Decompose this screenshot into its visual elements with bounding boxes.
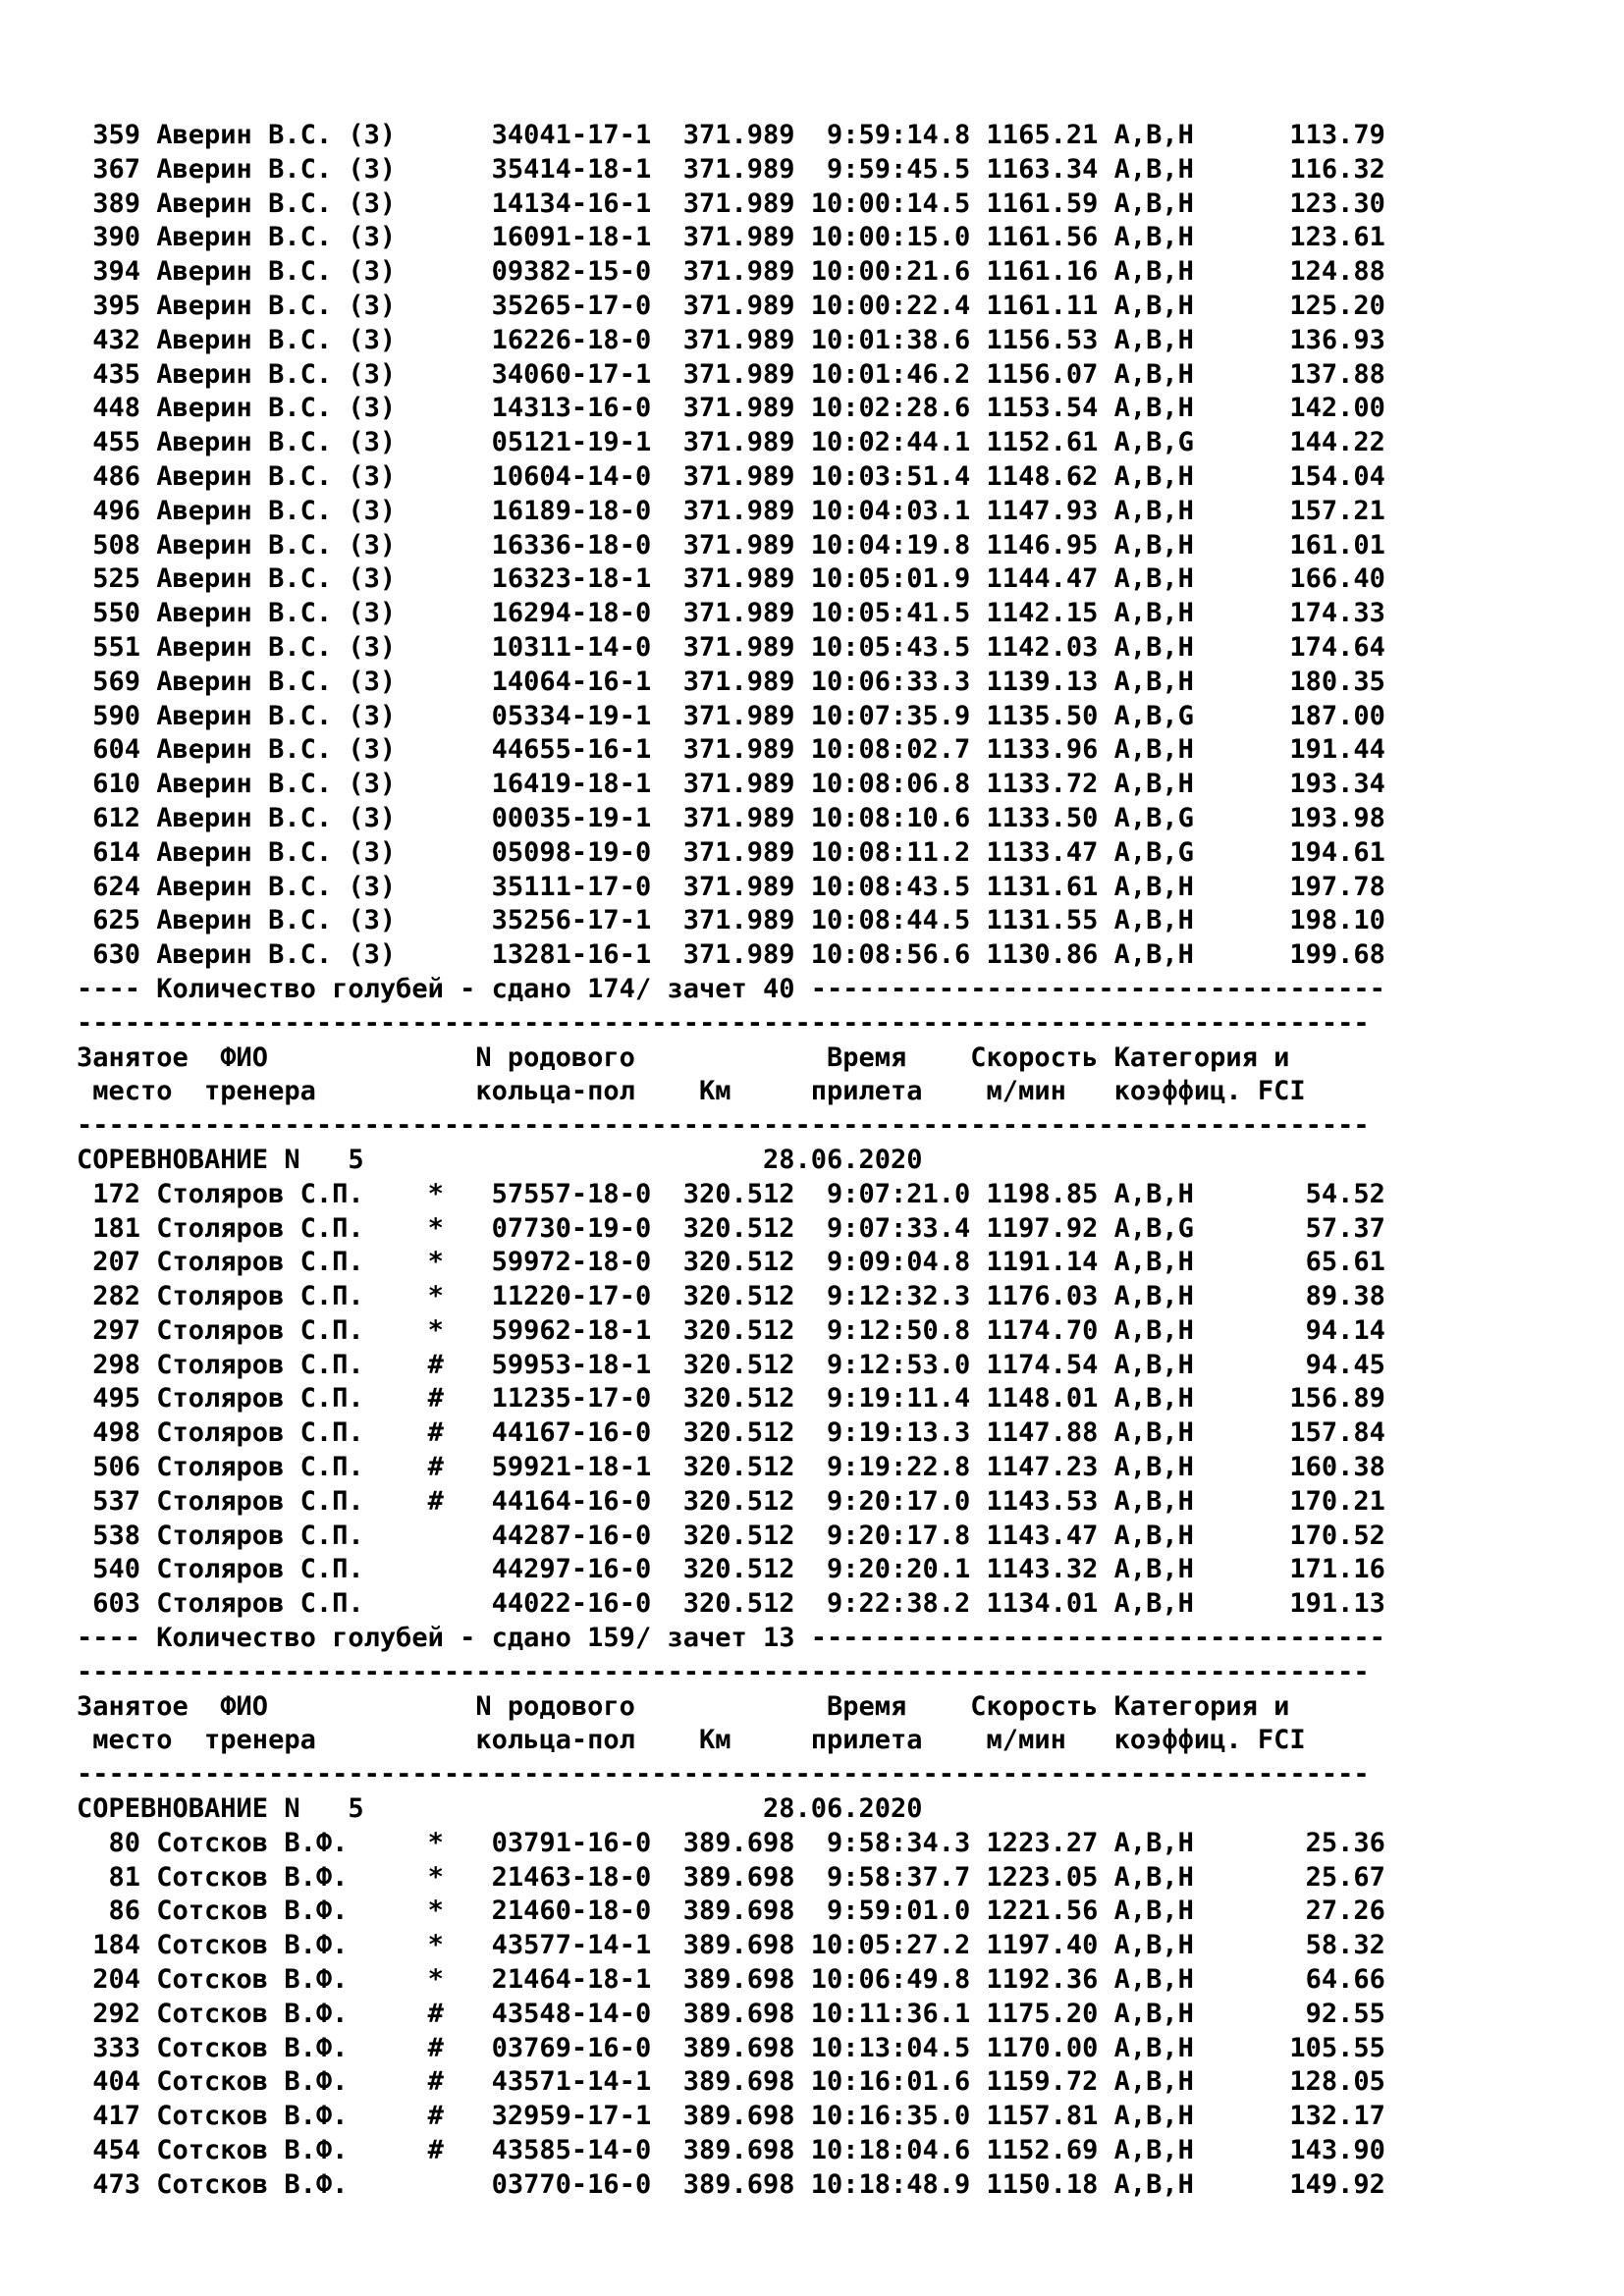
text-line: 625 Аверин В.С. (З) 35256-17-1 371.989 10:08:44.5 1131.55 A,B,H 198.10 — [77, 905, 1385, 936]
text-line: 630 Аверин В.С. (З) 13281-16-1 371.989 10:08:56.6 1130.86 A,B,H 199.68 — [77, 939, 1385, 971]
text-line: --------------------------------------------------------------------------------- — [77, 1656, 1370, 1687]
text-line: 495 Столяров С.П. # 11235-17-0 320.512 9:19:11.4 1148.01 A,B,H 156.89 — [77, 1383, 1385, 1415]
text-line: 333 Сотсков В.Ф. # 03769-16-0 389.698 10:13:04.5 1170.00 A,B,H 105.55 — [77, 2032, 1385, 2063]
text-line: 298 Столяров С.П. # 59953-18-1 320.512 9:12:53.0 1174.54 A,B,H 94.45 — [77, 1349, 1385, 1380]
text-line: 525 Аверин В.С. (З) 16323-18-1 371.989 10:05:01.9 1144.47 A,B,H 166.40 — [77, 563, 1385, 595]
text-line: СОРЕВНОВАНИЕ N 5 28.06.2020 — [77, 1793, 923, 1825]
text-line: 282 Столяров С.П. * 11220-17-0 320.512 9:12:32.3 1176.03 A,B,H 89.38 — [77, 1281, 1385, 1312]
text-line: 454 Сотсков В.Ф. # 43585-14-0 389.698 10:18:04.6 1152.69 A,B,H 143.90 — [77, 2135, 1385, 2166]
text-line: 207 Столяров С.П. * 59972-18-0 320.512 9:09:04.8 1191.14 A,B,H 65.61 — [77, 1247, 1385, 1278]
text-line: 417 Сотсков В.Ф. # 32959-17-1 389.698 10:16:35.0 1157.81 A,B,H 132.17 — [77, 2101, 1385, 2132]
text-line: 604 Аверин В.С. (З) 44655-16-1 371.989 10:08:02.7 1133.96 A,B,H 191.44 — [77, 734, 1385, 766]
text-line: 292 Сотсков В.Ф. # 43548-14-0 389.698 10:11:36.1 1175.20 A,B,H 92.55 — [77, 1998, 1385, 2029]
text-line: 537 Столяров С.П. # 44164-16-0 320.512 9:20:17.0 1143.53 A,B,H 170.21 — [77, 1485, 1385, 1517]
text-line: --------------------------------------------------------------------------------- — [77, 1007, 1370, 1039]
text-line: 172 Столяров С.П. * 57557-18-0 320.512 9:07:21.0 1198.85 A,B,H 54.52 — [77, 1178, 1385, 1209]
text-line: СОРЕВНОВАНИЕ N 5 28.06.2020 — [77, 1144, 923, 1175]
text-line: 540 Столяров С.П. 44297-16-0 320.512 9:20:20.1 1143.32 A,B,H 171.16 — [77, 1554, 1385, 1585]
text-line: 297 Столяров С.П. * 59962-18-1 320.512 9:12:50.8 1174.70 A,B,H 94.14 — [77, 1314, 1385, 1346]
text-line: --------------------------------------------------------------------------------- — [77, 1110, 1370, 1142]
text-line: 432 Аверин В.С. (З) 16226-18-0 371.989 10:01:38.6 1156.53 A,B,H 136.93 — [77, 324, 1385, 355]
results-printout — [77, 119, 1385, 2203]
text-line: 614 Аверин В.С. (З) 05098-19-0 371.989 10:08:11.2 1133.47 A,B,G 194.61 — [77, 836, 1385, 868]
text-line: 448 Аверин В.С. (З) 14313-16-0 371.989 10:02:28.6 1153.54 A,B,H 142.00 — [77, 393, 1385, 424]
text-line: 603 Столяров С.П. 44022-16-0 320.512 9:22:38.2 1134.01 A,B,H 191.13 — [77, 1588, 1385, 1620]
text-line: место тренера кольца-пол Км прилета м/мин коэффиц. FCI — [77, 1076, 1306, 1107]
text-line: 435 Аверин В.С. (З) 34060-17-1 371.989 10:01:46.2 1156.07 A,B,H 137.88 — [77, 358, 1385, 390]
text-line: ---- Количество голубей - сдано 174/ зачет 40 ------------------------------------ — [77, 973, 1385, 1004]
text-line: 550 Аверин В.С. (З) 16294-18-0 371.989 10:05:41.5 1142.15 A,B,H 174.33 — [77, 598, 1385, 629]
text-line: 473 Сотсков В.Ф. 03770-16-0 389.698 10:18:48.9 1150.18 A,B,H 149.92 — [77, 2168, 1385, 2200]
text-line: 624 Аверин В.С. (З) 35111-17-0 371.989 10:08:43.5 1131.61 A,B,H 197.78 — [77, 871, 1385, 902]
text-line: 204 Сотсков В.Ф. * 21464-18-1 389.698 10:06:49.8 1192.36 A,B,H 64.66 — [77, 1964, 1385, 1996]
text-line: 612 Аверин В.С. (З) 00035-19-1 371.989 10:08:10.6 1133.50 A,B,G 193.98 — [77, 802, 1385, 833]
text-line: 498 Столяров С.П. # 44167-16-0 320.512 9:19:13.3 1147.88 A,B,H 157.84 — [77, 1417, 1385, 1449]
text-line: Занятое ФИО N родового Время Скорость Категория и — [77, 1690, 1290, 1722]
text-line: 486 Аверин В.С. (З) 10604-14-0 371.989 10:03:51.4 1148.62 A,B,H 154.04 — [77, 460, 1385, 492]
text-line: 367 Аверин В.С. (З) 35414-18-1 371.989 9:59:45.5 1163.34 A,B,H 116.32 — [77, 153, 1385, 185]
text-line: 86 Сотсков В.Ф. * 21460-18-0 389.698 9:59:01.0 1221.56 A,B,H 27.26 — [77, 1896, 1385, 1927]
text-line: 359 Аверин В.С. (З) 34041-17-1 371.989 9:59:14.8 1165.21 A,B,H 113.79 — [77, 120, 1385, 150]
text-line: 389 Аверин В.С. (З) 14134-16-1 371.989 10:00:14.5 1161.59 A,B,H 123.30 — [77, 187, 1385, 219]
text-line: 395 Аверин В.С. (З) 35265-17-0 371.989 10:00:22.4 1161.11 A,B,H 125.20 — [77, 290, 1385, 321]
text-line: 390 Аверин В.С. (З) 16091-18-1 371.989 10:00:15.0 1161.56 A,B,H 123.61 — [77, 222, 1385, 253]
text-line: 551 Аверин В.С. (З) 10311-14-0 371.989 10:05:43.5 1142.03 A,B,H 174.64 — [77, 631, 1385, 663]
text-line: ---- Количество голубей - сдано 159/ зачет 13 ------------------------------------ — [77, 1623, 1385, 1654]
text-line: 538 Столяров С.П. 44287-16-0 320.512 9:20:17.8 1143.47 A,B,H 170.52 — [77, 1520, 1385, 1551]
text-line: --------------------------------------------------------------------------------- — [77, 1759, 1370, 1790]
text-line: место тренера кольца-пол Км прилета м/мин коэффиц. FCI — [77, 1725, 1306, 1756]
text-line: Занятое ФИО N родового Время Скорость Категория и — [77, 1041, 1290, 1073]
text-line: 508 Аверин В.С. (З) 16336-18-0 371.989 10:04:19.8 1146.95 A,B,H 161.01 — [77, 529, 1385, 561]
text-line: 181 Столяров С.П. * 07730-19-0 320.512 9:07:33.4 1197.92 A,B,G 57.37 — [77, 1212, 1385, 1244]
text-line: 184 Сотсков В.Ф. * 43577-14-1 389.698 10:05:27.2 1197.40 A,B,H 58.32 — [77, 1930, 1385, 1961]
text-line: 496 Аверин В.С. (З) 16189-18-0 371.989 10:04:03.1 1147.93 A,B,H 157.21 — [77, 495, 1385, 526]
text-line: 394 Аверин В.С. (З) 09382-15-0 371.989 10:00:21.6 1161.16 A,B,H 124.88 — [77, 256, 1385, 288]
text-line: 506 Столяров С.П. # 59921-18-1 320.512 9:19:22.8 1147.23 A,B,H 160.38 — [77, 1452, 1385, 1483]
text-line: 610 Аверин В.С. (З) 16419-18-1 371.989 10:08:06.8 1133.72 A,B,H 193.34 — [77, 769, 1385, 800]
text-line: 81 Сотсков В.Ф. * 21463-18-0 389.698 9:58:37.7 1223.05 A,B,H 25.67 — [77, 1861, 1385, 1893]
text-line: 455 Аверин В.С. (З) 05121-19-1 371.989 10:02:44.1 1152.61 A,B,G 144.22 — [77, 427, 1385, 458]
text-line: 80 Сотсков В.Ф. * 03791-16-0 389.698 9:58:34.3 1223.27 A,B,H 25.36 — [77, 1827, 1385, 1858]
text-line: 404 Сотсков В.Ф. # 43571-14-1 389.698 10:16:01.6 1159.72 A,B,H 128.05 — [77, 2066, 1385, 2098]
text-line: 569 Аверин В.С. (З) 14064-16-1 371.989 10:06:33.3 1139.13 A,B,H 180.35 — [77, 666, 1385, 697]
text-line: 590 Аверин В.С. (З) 05334-19-1 371.989 10:07:35.9 1135.50 A,B,G 187.00 — [77, 700, 1385, 731]
